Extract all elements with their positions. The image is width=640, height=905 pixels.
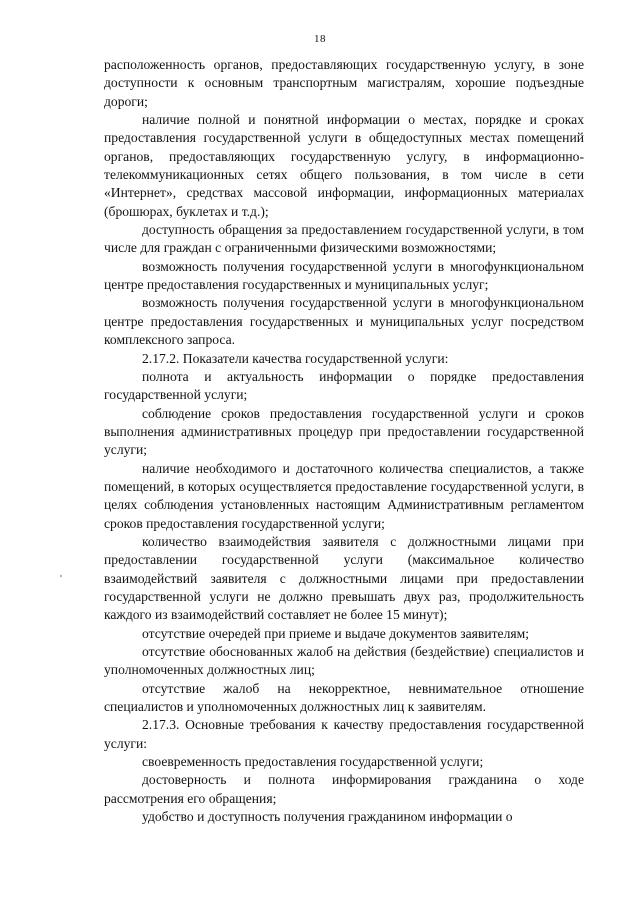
paragraph: отсутствие обоснованных жалоб на действия (бездействие) специалистов и уполномоченных должностных лиц; xyxy=(104,644,584,678)
paragraph: расположенность органов, предоставляющих государственную услугу, в зоне доступности к основным транспортным магистралям, хорошие подъездные дороги; xyxy=(104,57,584,109)
scan-dot xyxy=(60,575,62,577)
paragraph: достоверность и полнота информирования гражданина о ходе рассмотрения его обращения; xyxy=(104,772,584,806)
page-number: 18 xyxy=(314,33,326,45)
section-heading: 2.17.2. Показатели качества государственной услуги: xyxy=(142,350,449,366)
paragraph: отсутствие жалоб на некорректное, невнимательное отношение специалистов и уполномоченных должностных лиц к заявителям. xyxy=(104,680,584,715)
paragraph: возможность получения государственной услуги в многофункциональном центре предоставления государственных и муниципальных услуг; xyxy=(104,258,584,293)
paragraph: своевременность предоставления государственной услуги; xyxy=(142,754,484,770)
paragraph: полнота и актуальность информации о порядке предоставления государственной услуги; xyxy=(104,368,584,403)
paragraph: наличие полной и понятной информации о местах, порядке и сроках предоставления государственной услуги в общедоступных местах помещений органов, предоставляющих государственную услугу, в информационно-телекоммуникационных сетях общего пользования, в том числе в сети «Интернет», средствах массовой информации, информационных материалах (брошюрах, буклетах и т.д.); xyxy=(104,112,584,219)
paragraph: удобство и доступность получения гражданином информации о xyxy=(142,809,513,825)
paragraph: отсутствие очередей при приеме и выдаче документов заявителям; xyxy=(142,625,529,641)
section-heading: 2.17.3. Основные требования к качеству предоставления государственной услуги: xyxy=(104,717,584,751)
paragraph: наличие необходимого и достаточного количества специалистов, а также помещений, в которых осуществляется предоставление государственной услуги, в целях соблюдения установленных настоящим Административным регламентом сроков предоставления государственной услуги; xyxy=(104,460,584,531)
paragraph: соблюдение сроков предоставления государственной услуги и сроков выполнения административных процедур при предоставлении государственной услуги; xyxy=(104,405,584,458)
paragraph: возможность получения государственной услуги в многофункциональном центре предоставления государственных и муниципальных услуг посредством комплексного запроса. xyxy=(104,295,584,348)
paragraph: количество взаимодействия заявителя с должностными лицами при предоставлении государственной услуги (максимальное количество взаимодействий заявителя с должностными лицами при предоставлении государственной услуги не должно превышать двух раз, продолжительность каждого из взаимодействий составляет не более 15 минут); xyxy=(104,533,584,623)
document-body xyxy=(104,56,584,826)
paragraph: доступность обращения за предоставлением государственной услуги, в том числе для граждан с ограниченными физическими возможностями; xyxy=(104,222,584,256)
